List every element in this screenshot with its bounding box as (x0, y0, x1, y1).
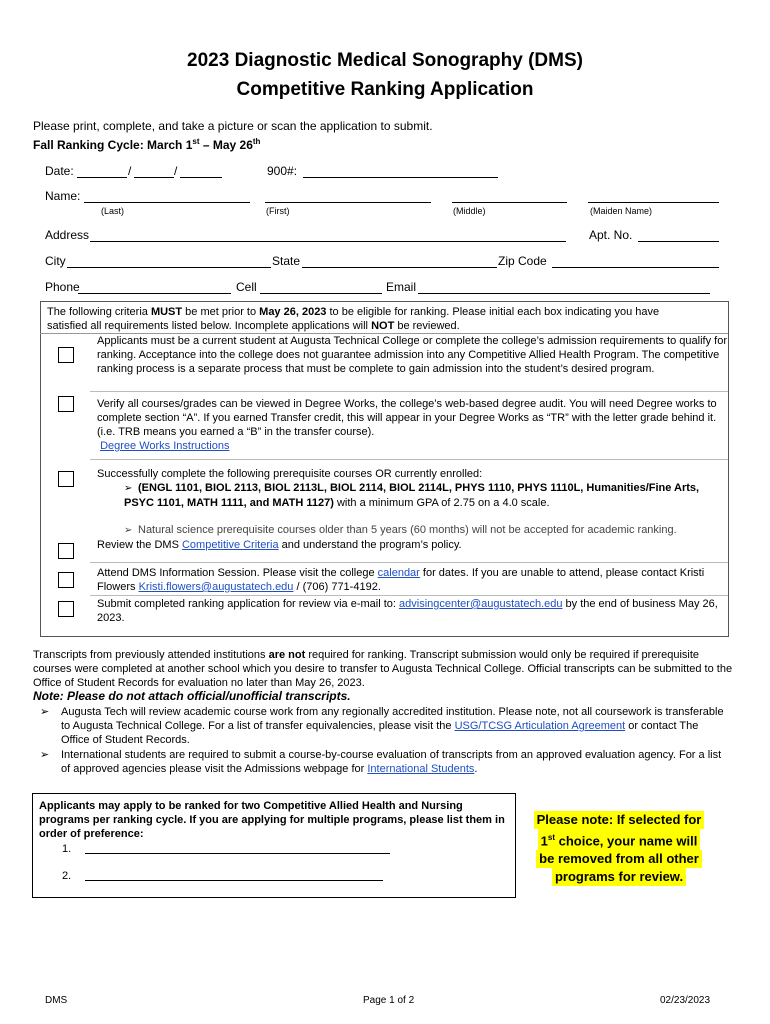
zip-field[interactable] (552, 267, 719, 268)
date-day-field[interactable] (134, 177, 174, 178)
last-caption: (Last) (101, 206, 125, 216)
preference-1-field[interactable] (85, 853, 390, 854)
title-line-2: Competitive Ranking Application (236, 79, 534, 100)
phone-label: Phone (45, 280, 80, 294)
footer-date: 02/23/2023 (660, 995, 711, 1006)
criteria-item-4: Review the DMS Competitive Criteria and understand the program’s policy. (97, 539, 462, 551)
cell-field[interactable] (260, 293, 382, 294)
maiden-name-field[interactable] (588, 202, 719, 203)
city-field[interactable] (67, 267, 271, 268)
international-bullet: International students are required to submit a course-by-course evaluation of transcripts from an approved evaluation agency. For a list of approved agencies please visit the Admissions webpage for International Students. (61, 749, 722, 775)
arrow-bullet-icon: ➢ (40, 749, 50, 761)
preference-number-1: 1. (62, 843, 72, 855)
cell-label: Cell (236, 280, 257, 294)
criteria-item-6: Submit completed ranking application for review via e-mail to: advisingcenter@augustatech.edu by the end of business May 26, 2023. (97, 598, 718, 624)
first-name-field[interactable] (265, 202, 431, 203)
kristi-email-link[interactable]: Kristi.flowers@augustatech.edu (138, 581, 294, 593)
preference-2-field[interactable] (85, 880, 383, 881)
criteria-intro: The following criteria MUST be met prior to May 26, 2023 to be eligible for ranking. Please initial each box indicating you have satisfied all requirements listed below. Incomplete applications will NOT be reviewed. (47, 306, 660, 332)
arrow-bullet-icon: ➢ (124, 525, 133, 536)
calendar-link[interactable]: calendar (377, 567, 420, 579)
competitive-criteria-link[interactable]: Competitive Criteria (181, 539, 279, 551)
instruction-text: Please print, complete, and take a picture or scan the application to submit. (33, 119, 433, 133)
ranking-cycle: Fall Ranking Cycle: March 1st – May 26th (33, 137, 261, 152)
footer-left: DMS (45, 995, 68, 1006)
transfer-bullet: Augusta Tech will review academic course work from any regionally accredited institution. Please note, not all coursework is transferable to Augusta Technical College. For a list of transfer equivalencies, please visit the USG/TCSG Articulation Agreement or contact The Office of Student Records. (61, 706, 724, 746)
address-field[interactable] (90, 241, 566, 242)
id-label: 900#: (267, 164, 298, 178)
date-month-field[interactable] (77, 177, 127, 178)
id-field[interactable] (303, 177, 498, 178)
address-label: Address (45, 228, 90, 242)
criteria-item-3: Successfully complete the following prerequisite courses OR currently enrolled: (97, 468, 483, 480)
email-label: Email (386, 280, 417, 294)
state-field[interactable] (302, 267, 497, 268)
degree-works-link[interactable]: Degree Works Instructions (100, 440, 230, 452)
arrow-bullet-icon: ➢ (124, 483, 133, 494)
city-label: City (45, 254, 66, 268)
middle-name-field[interactable] (452, 202, 567, 203)
first-caption: (First) (266, 206, 290, 216)
checkbox-icon[interactable] (58, 543, 74, 559)
transcripts-paragraph: Transcripts from previously attended institutions are not required for ranking. Transcript submission would only be required if prerequisite courses were completed at another school which you desire to transfer to Augusta Technical College. Official transcripts can be submitted to the Office of Student Records for evaluation no later than May 26, 2023. (33, 649, 733, 689)
checkbox-icon[interactable] (58, 396, 74, 412)
criteria-item-5: Attend DMS Information Session. Please visit the college calendar for dates. If you are unable to attend, please contact Kristi Flowers Kristi.flowers@augustatech.edu / (706) 771-4192. (97, 567, 705, 593)
criteria-item-2: Verify all courses/grades can be viewed in Degree Works, the college’s web-based degree audit. You will need Degree works to complete section “A”. If you earned Transfer credit, this will appear in your Degree Works as “TR” with the letter grade behind it. (i.e. TRB means you earned a “B” in the transfer course). Degree Works Instructions (97, 398, 717, 452)
preference-number-2: 2. (62, 870, 72, 882)
advising-email-link[interactable]: advisingcenter@augustatech.edu (399, 598, 563, 610)
checkbox-icon[interactable] (58, 471, 74, 487)
checkbox-icon[interactable] (58, 347, 74, 363)
date-year-field[interactable] (180, 177, 222, 178)
prereq-courses: ➢ (ENGL 1101, BIOL 2113, BIOL 2113L, BIOL 2114, BIOL 2114L, PHYS 1110, PHYS 1110L, Humanities/Fine Arts, PSYC 1101, MATH 1111, and MATH 1127) with a minimum GPA of 2.75 on a 4.0 scale. (124, 482, 700, 509)
state-label: State (272, 254, 301, 268)
date-label: Date: (45, 164, 74, 178)
transcripts-note: Note: Please do not attach official/unofficial transcripts. (33, 689, 351, 703)
last-name-field[interactable] (84, 202, 250, 203)
middle-caption: (Middle) (453, 206, 486, 216)
arrow-bullet-icon: ➢ (40, 706, 50, 718)
name-label: Name: (45, 189, 81, 203)
preference-text: Applicants may apply to be ranked for two Competitive Allied Health and Nursing programs per ranking cycle. If you are applying for multiple programs, please list them in order of preference: (39, 800, 505, 840)
page-number: Page 1 of 2 (363, 995, 415, 1006)
apt-label: Apt. No. (589, 228, 633, 242)
criteria-item-1: Applicants must be a current student at Augusta Technical College or complete the college’s admission requirements to qualify for ranking. Acceptance into the college does not guarantee admission into any Competitive Allied Health Program. The competitive ranking process is a separate process that must be complete to gain admission into the student’s desired program. (97, 335, 727, 375)
zip-label: Zip Code (498, 254, 547, 268)
apt-field[interactable] (638, 241, 719, 242)
selection-note: Please note: If selected for 1st choice, your name will be removed from all other programs for review. (514, 811, 724, 886)
maiden-caption: (Maiden Name) (590, 206, 653, 216)
checkbox-icon[interactable] (58, 601, 74, 617)
natural-science-note: ➢ Natural science prerequisite courses older than 5 years (60 months) will not be accepted for academic ranking. (124, 524, 677, 536)
title-line-1: 2023 Diagnostic Medical Sonography (DMS) (187, 50, 583, 71)
phone-field[interactable] (78, 293, 231, 294)
international-students-link[interactable]: International Students (367, 763, 475, 775)
checkbox-icon[interactable] (58, 572, 74, 588)
email-field[interactable] (418, 293, 710, 294)
articulation-agreement-link[interactable]: USG/TCSG Articulation Agreement (454, 720, 626, 732)
